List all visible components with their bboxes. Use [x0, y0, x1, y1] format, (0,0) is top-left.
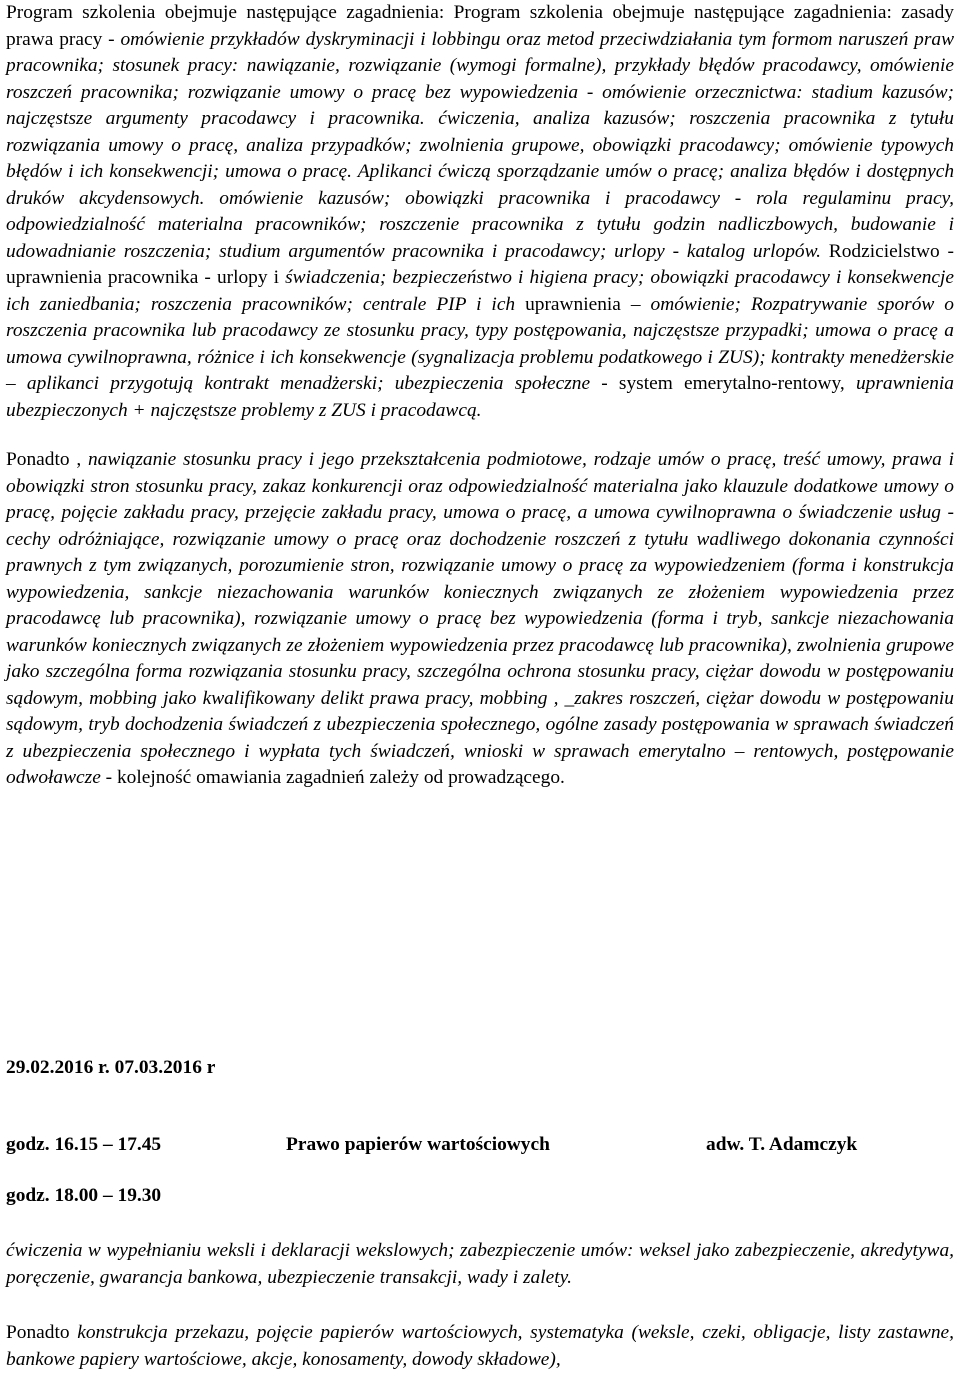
text-run: Ponadto — [6, 1322, 78, 1343]
text-run: konstrukcja przekazu, pojęcie papierów wartościowych, systematyka (weksle, czeki, obligacje, listy zastawne, bankowe papiery wartościowe, akcje, konosamenty, dowody składowe), — [6, 1322, 954, 1370]
text-run: obowiązki pracownika i pracodawcy - rola regulaminu pracy, odpowiedzialność materialna pracowników; roszczenie pracownika z tytułu godzin nadliczbowych, budowanie i udowadnianie roszczenia; studium argumentów pracownika i pracodawcy; urlopy - katalog urlopów. — [6, 187, 954, 262]
text-run: omówienie przykładów dyskryminacji i lobbingu oraz metod przeciwdziałania tym formom naruszeń praw pracownika; stosunek pracy: nawiązanie, rozwiązanie (wymogi formalne), przykłady błędów pracodawcy, omówienie roszczeń pracownika; rozwiązanie umowy o pracę bez wypowiedzenia - omówienie orzecznictwa: stadium kazusów; najczęstsze argumenty pracodawcy i pracownika. ćwiczenia, analiza kazusów; roszczenia pracownika z tytułu rozwiązania umowy o pracę, analiza przypadków; zwolnienia grupowe, obowiązki pracodawcy; omówienie typowych błędów i ich konsekwencji; umowa o pracę. — [6, 28, 954, 182]
text-run: uprawnienia ubezpieczonych + najczęstsze problemy z ZUS i pracodawcą. — [6, 373, 954, 421]
ponadto-securities-paragraph — [6, 1320, 954, 1373]
text-run: świadczenia; bezpieczeństwo i higiena pracy; obowiązki pracodawcy i konsekwencje ich zaniedbania; roszczenia pracowników; centrale PIP i ich — [6, 267, 954, 315]
session-1-lecturer: adw. T. Adamczyk — [706, 1134, 858, 1155]
text-run: - system emerytalno-rentowy, — [601, 373, 856, 394]
session-1-subject: Prawo papierów wartościowych — [286, 1134, 550, 1155]
text-run: ćwiczenia w wypełnianiu weksli i deklaracji wekslowych; zabezpieczenie umów: weksel jako zabezpieczenie, akredytywa, poręczenie, gwarancja bankowa, ubezpieczenie transakcji, wady i zalety. — [6, 1240, 954, 1288]
session-2-time: godz. 18.00 – 19.30 — [6, 1185, 162, 1206]
session-dates: 29.02.2016 r. 07.03.2016 r — [6, 1057, 216, 1078]
text-run: Ponadto , — [6, 449, 88, 470]
text-run: Rodzicielstwo - uprawnienia pracownika - urlopy i — [6, 240, 954, 288]
text-run: kolejność omawiania zagadnień zależy od prowadzącego. — [116, 767, 565, 788]
text-run: Aplikanci ćwiczą sporządzanie umów o pracę; analiza błędów i dostępnych druków akcydensowych. omówienie kazusów; — [6, 161, 955, 209]
text-run: uprawnienia – — [525, 293, 651, 315]
program-paragraph — [6, 0, 954, 424]
text-run: nawiązanie stosunku pracy i jego przekształcenia podmiotowe, rodzaje umów o pracę, treść umowy, prawa i obowiązki stron stosunku pracy, zakaz konkurencji oraz odpowiedzialność materialna jako klauzule dodatkowe umowy o pracę, pojęcie zakładu pracy, przejęcie zakładu pracy, umowa o pracę, a umowa cywilnoprawna o świadczenie usług - cechy odróżniające, rozwiązanie umowy o pracę oraz dochodzenie roszczeń z tytułu wadliwego dokonania czynności prawnych z tym związanych, porozumienie stron, rozwiązanie umowy o pracę za wypowiedzeniem (forma i konstrukcja wypowiedzenia, sankcje niezachowania warunków koniecznych związanych ze złożeniem wypowiedzenia przez pracodawcę lub pracownika), rozwiązanie umowy o pracę bez wypowiedzenia (forma i tryb, sankcje niezachowania warunków koniecznych związanych ze złożeniem wypowiedzenia przez pracodawcę lub pracownika), zwolnienia grupowe jako szczególna forma rozwiązania stosunku pracy, szczególna ochrona stosunku pracy, ciężar dowodu w postępowaniu sądowym, mobbing jako kwalifikowany delikt prawa pracy, mobbing , _zakres roszczeń, ciężar dowodu w postępowaniu sądowym, tryb dochodzenia świadczeń z ubezpieczenia społecznego, ogólne zasady postępowania w sprawach świadczeń z ubezpieczenia społecznego i wypłata tych świadczeń, wnioski w sprawach emerytalno – rentowych, postępowanie odwoławcze - — [6, 449, 954, 788]
session-1-time: godz. 16.15 – 17.45 — [6, 1134, 162, 1155]
ponadto-paragraph — [6, 447, 954, 792]
text-run: omówienie; Rozpatrywanie sporów o roszczenia pracownika lub pracodawcy ze stosunku pracy, typy postępowania, najczęstsze przypadki; umowa o pracę a umowa cywilnoprawna, różnice i ich konsekwencje (sygnalizacja problemu podatkowego i ZUS); kontrakty menedżerskie – aplikanci przygotują kontrakt menadżerski; ubezpieczenia społeczne — [6, 293, 955, 394]
text-run: Program szkolenia obejmuje następujące zagadnienia: Program szkolenia obejmuje następujące zagadnienia: zasady prawa pracy - — [6, 2, 954, 50]
exercises-paragraph — [6, 1238, 954, 1291]
